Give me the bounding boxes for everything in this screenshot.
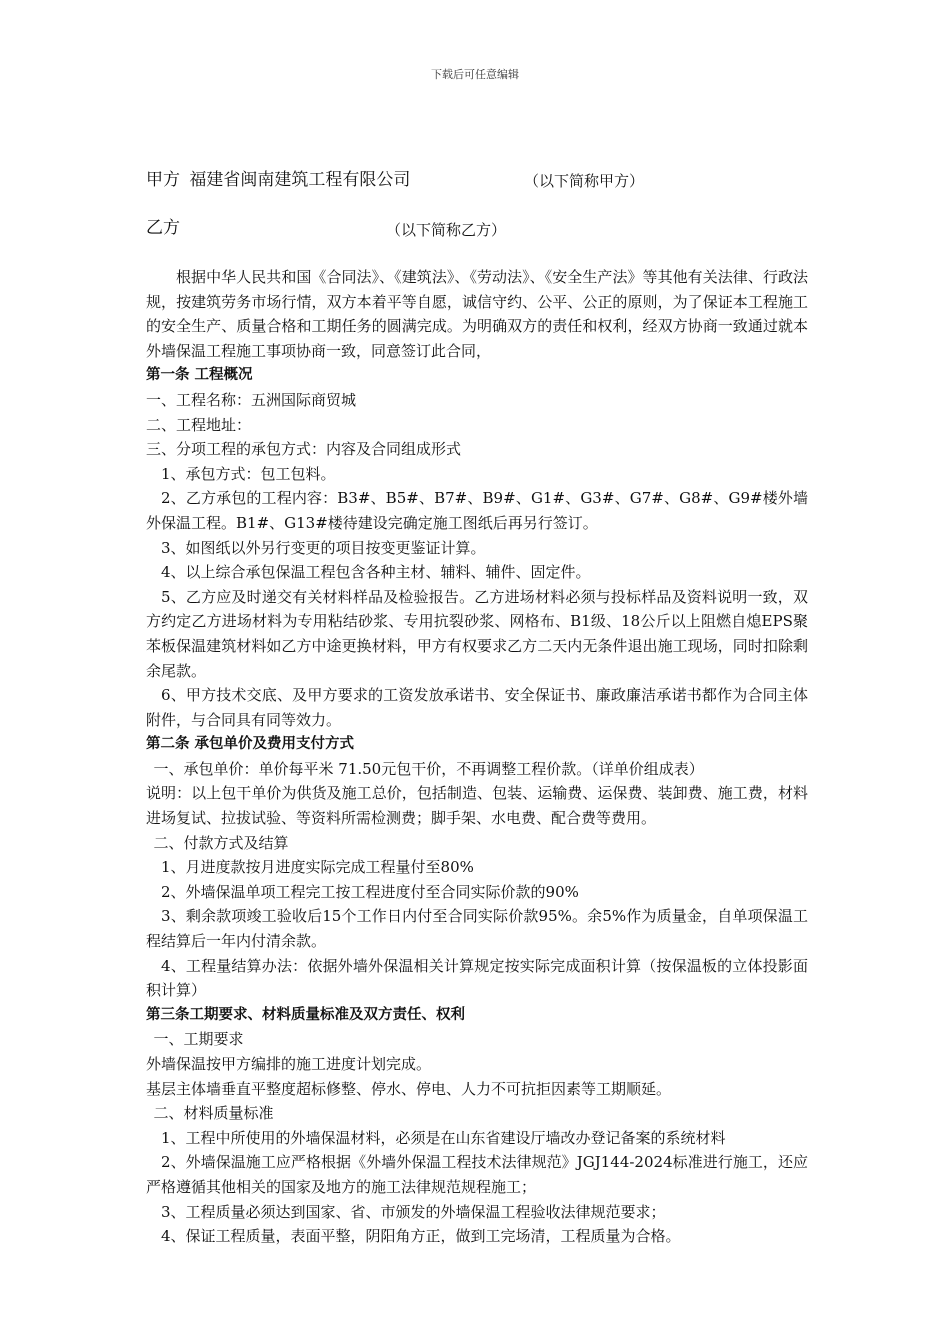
party-a-abbr: （以下简称甲方）	[524, 172, 645, 190]
party-b-role: 乙方	[146, 218, 180, 238]
contract-body	[146, 265, 808, 1249]
party-b-line	[146, 216, 507, 240]
header-note: 下载后可任意编辑	[431, 68, 519, 81]
contract-paragraph: 4、保证工程质量，表面平整，阴阳角方正，做到工完场清，工程质量为合格。	[161, 1227, 681, 1246]
contract-paragraph: 二、工程地址：	[146, 415, 252, 434]
contract-paragraph: 一、承包单价：单价每平米 71.50元包干价，不再调整工程价款。（详单价组成表）	[153, 759, 704, 778]
party-a-name: 福建省闽南建筑工程有限公司	[189, 170, 411, 190]
contract-paragraph: 二、材料质量标准	[153, 1104, 274, 1123]
contract-paragraph: 4、以上综合承包保温工程包含各种主材、辅料、辅件、固定件。	[161, 563, 591, 582]
contract-paragraph: 4、工程量结算办法：依据外墙外保温相关计算规定按实际完成面积计算（按保温板的立体投影面积计算）	[146, 956, 808, 1000]
contract-paragraph: 3、剩余款项竣工验收后15个工作日内付至合同实际价款95%。余5%作为质量金，自单项保温工程结算后一年内付清余款。	[146, 907, 808, 951]
contract-paragraph: 外墙保温按甲方编排的施工进度计划完成。	[146, 1055, 432, 1073]
contract-paragraph: 1、承包方式：包工包料。	[161, 464, 336, 483]
contract-paragraph: 2、外墙保温施工应严格根据《外墙外保温工程技术法律规范》JGJ144-2024标准进行施工，还应严格遵循其他相关的国家及地方的施工法律规范规程施工；	[146, 1153, 808, 1196]
contract-paragraph: 1、工程中所使用的外墙保温材料，必须是在山东省建设厅墙改办登记备案的系统材料	[161, 1128, 726, 1147]
contract-paragraph: 2、乙方承包的工程内容：B3#、B5#、B7#、B9#、G1#、G3#、G7#、G8#、G9#楼外墙外保温工程。B1#、G13#楼待建设完确定施工图纸后再另行签订。	[146, 489, 808, 532]
party-a-role: 甲方	[146, 170, 180, 190]
contract-paragraph: 一、工期要求	[153, 1030, 244, 1049]
party-a-line	[146, 168, 645, 192]
contract-paragraph: 3、如图纸以外另行变更的项目按变更鉴证计算。	[161, 538, 486, 557]
contract-paragraph: 说明：以上包干单价为供货及施工总价，包括制造、包装、运输费、运保费、装卸费、施工费，材料进场复试、拉拔试验、等资料所需检测费；脚手架、水电费、配合费等费用。	[146, 784, 808, 828]
contract-paragraph: 根据中华人民共和国《合同法》、《建筑法》、《劳动法》、《安全生产法》等其他有关法律、行政法规，按建筑劳务市场行情，双方本着平等自愿，诚信守约、公平、公正的原则，为了保证本工程施工的安全生产、质量合格和工期任务的圆满完成。为明确双方的责任和权利，经双方协商一致通过就本外墙保温工程施工事项协商一致，同意签订此合同，	[146, 268, 808, 360]
contract-paragraph: 6、甲方技术交底、及甲方要求的工资发放承诺书、安全保证书、廉政廉洁承诺书都作为合同主体附件，与合同具有同等效力。	[146, 686, 808, 729]
party-b-abbr: （以下简称乙方）	[386, 221, 507, 239]
contract-paragraph: 3、工程质量必须达到国家、省、市颁发的外墙保温工程验收法律规范要求；	[161, 1202, 666, 1221]
contract-paragraph: 三、分项工程的承包方式：内容及合同组成形式	[146, 440, 462, 459]
contract-paragraph: 基层主体墙垂直平整度超标修整、停水、停电、人力不可抗拒因素等工期顺延。	[146, 1079, 672, 1098]
section-heading: 第二条 承包单价及费用支付方式	[146, 736, 355, 753]
contract-paragraph: 2、外墙保温单项工程完工按工程进度付至合同实际价款的90%	[161, 882, 579, 901]
contract-paragraph: 1、月进度款按月进度实际完成工程量付至80%	[161, 858, 474, 877]
section-heading: 第三条工期要求、材料质量标准及双方责任、权利	[146, 1006, 465, 1023]
section-heading: 第一条 工程概况	[146, 367, 253, 384]
contract-paragraph: 5、乙方应及时递交有关材料样品及检验报告。乙方进场材料必须与投标样品及资料说明一致，双方约定乙方进场材料为专用粘结砂浆、专用抗裂砂浆、网格布、B1级、18公斤以上阻燃自熄EPS聚苯板保温建筑材料如乙方中途更换材料，甲方有权要求乙方二天内无条件退出施工现场，同时扣除剩余尾款。	[146, 587, 808, 680]
contract-paragraph: 一、工程名称：五洲国际商贸城	[146, 390, 357, 409]
contract-paragraph: 二、付款方式及结算	[153, 833, 289, 852]
